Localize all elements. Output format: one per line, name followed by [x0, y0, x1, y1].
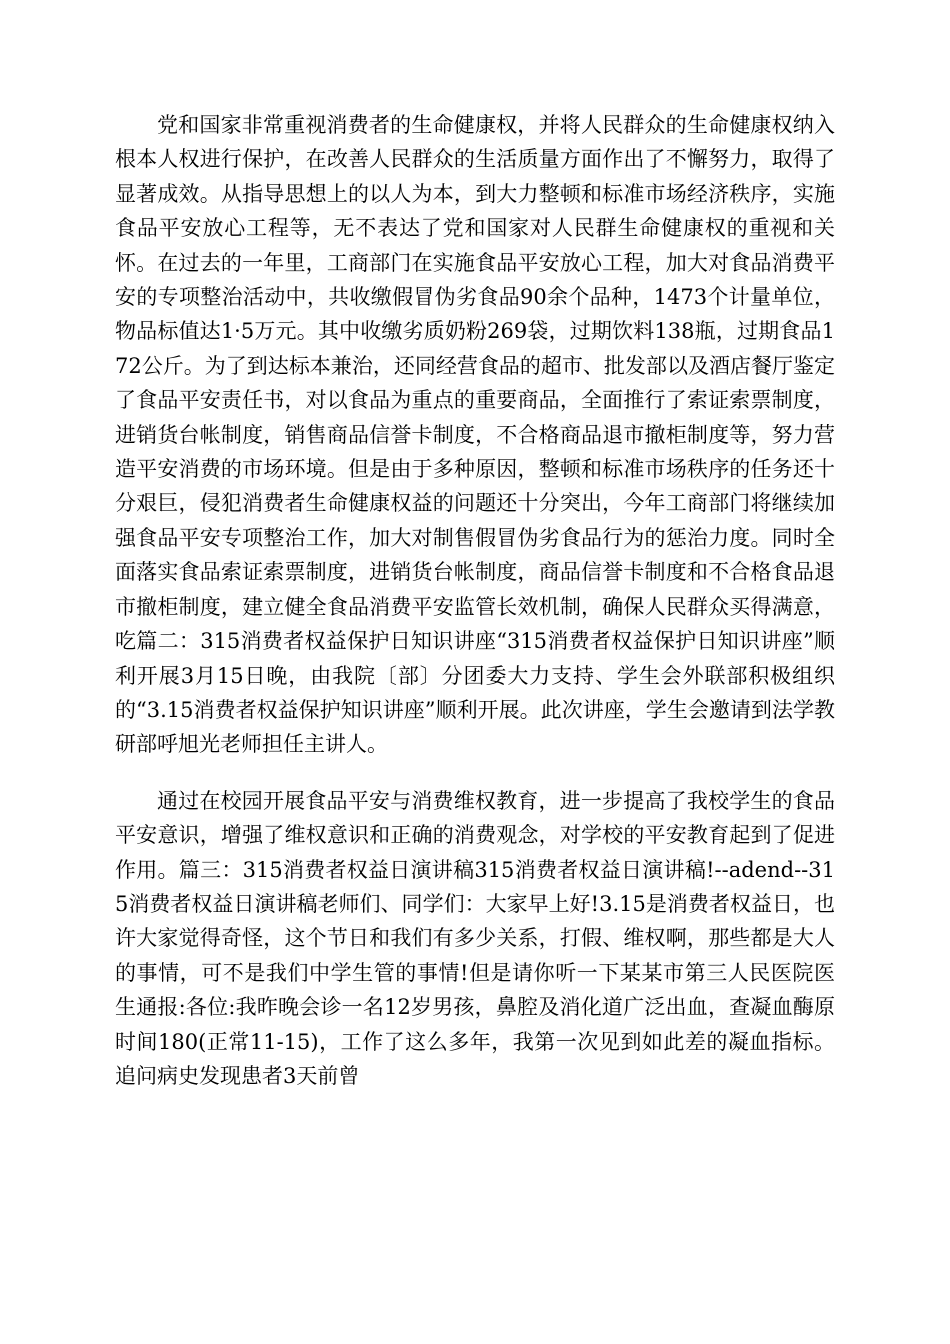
- body-paragraph-2: 通过在校园开展食品平安与消费维权教育，进一步提高了我校学生的食品平安意识，增强了维权意识和正确的消费观念，对学校的平安教育起到了促进作用。篇三：315消费者权益日演讲稿315消费者权益日演讲稿!--adend--315消费者权益日演讲稿老师们、同学们：大家早上好!3.15是消费者权益日，也许大家觉得奇怪，这个节日和我们有多少关系，打假、维权啊，那些都是大人的事情，可不是我们中学生管的事情!但是请你听一下某某市第三人民医院医生通报:各位:我昨晚会诊一名12岁男孩，鼻腔及消化道广泛出血，查凝血酶原时间180(正常11-15)，工作了这么多年，我第一次见到如此差的凝血指标。追问病史发现患者3天前曾: [115, 788, 835, 1088]
- body-paragraph-1: 党和国家非常重视消费者的生命健康权，并将人民群众的生命健康权纳入根本人权进行保护，在改善人民群众的生活质量方面作出了不懈努力，取得了显著成效。从指导思想上的以人为本，到大力整顿和标准市场经济秩序，实施食品平安放心工程等，无不表达了党和国家对人民群生命健康权的重视和关怀。在过去的一年里，工商部门在实施食品平安放心工程，加大对食品消费平安的专项整治活动中，共收缴假冒伪劣食品90余个品种，1473个计量单位，物品标值达1·5万元。其中收缴劣质奶粉269袋，过期饮料138瓶，过期食品172公斤。为了到达标本兼治，还同经营食品的超市、批发部以及酒店餐厅鉴定了食品平安责任书，对以食品为重点的重要商品，全面推行了索证索票制度，进销货台帐制度，销售商品信誉卡制度，不合格商品退市撤柜制度等，努力营造平安消费的市场环境。但是由于多种原因，整顿和标准市场秩序的任务还十分艰巨，侵犯消费者生命健康权益的问题还十分突出，今年工商部门将继续加强食品平安专项整治工作，加大对制售假冒伪劣食品行为的惩治力度。同时全面落实食品索证索票制度，进销货台帐制度，商品信誉卡制度和不合格食品退市撤柜制度，建立健全食品消费平安监管长效机制，确保人民群众买得满意，吃篇二：315消费者权益保护日知识讲座“315消费者权益保护日知识讲座”顺利开展3月15日晚，由我院〔部〕分团委大力支持、学生会外联部积极组织的“3.15消费者权益保护知识讲座”顺利开展。此次讲座，学生会邀请到法学教研部呼旭光老师担任主讲人。: [115, 113, 835, 757]
- document-page: [115, 108, 835, 1093]
